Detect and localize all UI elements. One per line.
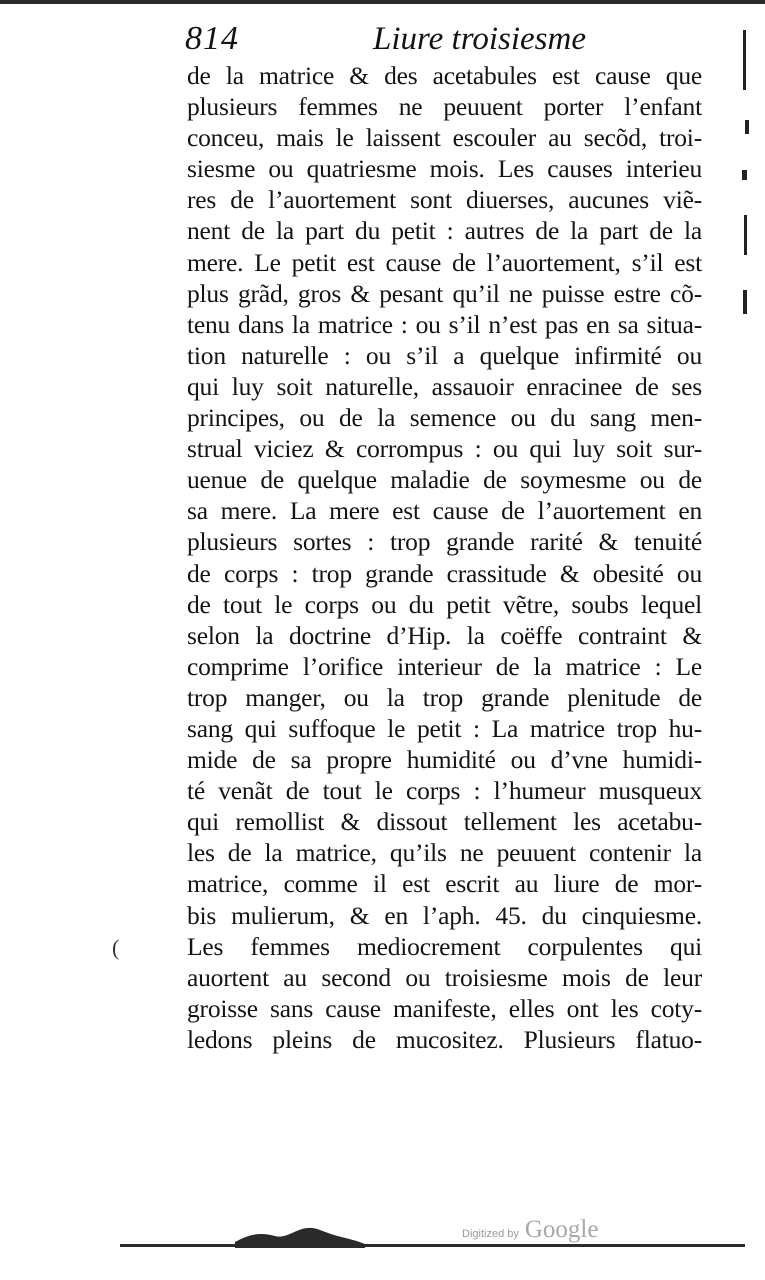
page-header <box>185 16 635 62</box>
text-line: de la matrice & des acetabules est cause que <box>187 61 702 90</box>
text-line: auortent au second ou troisiesme mois de leur <box>187 962 702 992</box>
body-text <box>187 60 702 1055</box>
text-line: qui remollist & dissout tellement les acetabu- <box>187 807 702 837</box>
text-line: mide de sa propre humidité ou d’vne humidi- <box>187 745 702 775</box>
text-line: tenu dans la matrice : ou s’il n’est pas en sa situa- <box>187 309 702 339</box>
watermark-prefix: Digitized by <box>462 1228 519 1240</box>
text-line: comprime l’orifice interieur de la matrice : Le <box>187 651 702 681</box>
text-line: nent de la part du petit : autres de la part de la <box>187 216 702 246</box>
text-line: ledons pleins de mucositez. Plusieurs flatuo- <box>187 1024 702 1054</box>
text-line: res de l’auortement sont diuerses, aucunes viẽ- <box>187 185 702 215</box>
text-line: plusieurs femmes ne peuuent porter l’enfant <box>187 92 702 122</box>
text-line: matrice, comme il est escrit au liure de mor- <box>187 869 702 899</box>
text-line: de tout le corps ou du petit vẽtre, soubs lequel <box>187 589 702 619</box>
google-logo: Google <box>524 1216 599 1243</box>
text-line: selon la doctrine d’Hip. la coëffe contraint & <box>187 620 702 650</box>
running-head: Liure troisiesme <box>373 21 586 57</box>
text-line: uenue de quelque maladie de soymesme ou de <box>187 465 702 495</box>
text-line: sang qui suffoque le petit : La matrice trop hu- <box>187 713 702 743</box>
text-line: groisse sans cause manifeste, elles ont les coty- <box>187 993 702 1023</box>
text-line: principes, ou de la semence ou du sang men- <box>187 403 702 433</box>
text-line: bis mulierum, & en l’aph. 45. du cinquiesme. <box>187 900 702 930</box>
text-line: té venãt de tout le corps : l’humeur musqueux <box>187 776 702 806</box>
text-line: plusieurs sortes : trop grande rarité & tenuité <box>187 527 702 557</box>
text-line: strual viciez & corrompus : ou qui luy soit sur- <box>187 434 702 464</box>
top-edge-rule <box>0 0 765 4</box>
text-line: les de la matrice, qu’ils ne peuuent contenir la <box>187 838 702 868</box>
text-line: Les femmes mediocrement corpulentes qui <box>187 931 702 961</box>
bottom-edge-rule <box>120 1244 745 1247</box>
text-line: de corps : trop grande crassitude & obesité ou <box>187 558 702 588</box>
text-line: qui luy soit naturelle, assauoir enracinee de ses <box>187 371 702 401</box>
text-line: plus grãd, gros & pesant qu’il ne puisse estre cõ- <box>187 278 702 308</box>
text-line: sa mere. La mere est cause de l’auortement en <box>187 496 702 526</box>
text-line: conceu, mais le laissent escouler au secõd, troi- <box>187 123 702 153</box>
page-number: 814 <box>185 20 239 57</box>
gutter-edge <box>739 0 765 1280</box>
text-line: trop manger, ou la trop grande plenitude de <box>187 682 702 712</box>
margin-mark: ( <box>112 935 120 960</box>
digitization-watermark <box>462 1216 598 1246</box>
text-line: siesme ou quatriesme mois. Les causes interieu <box>187 154 702 184</box>
text-line: mere. Le petit est cause de l’auortement, s’il est <box>187 247 702 277</box>
text-line: tion naturelle : ou s’il a quelque infirmité ou <box>187 340 702 370</box>
